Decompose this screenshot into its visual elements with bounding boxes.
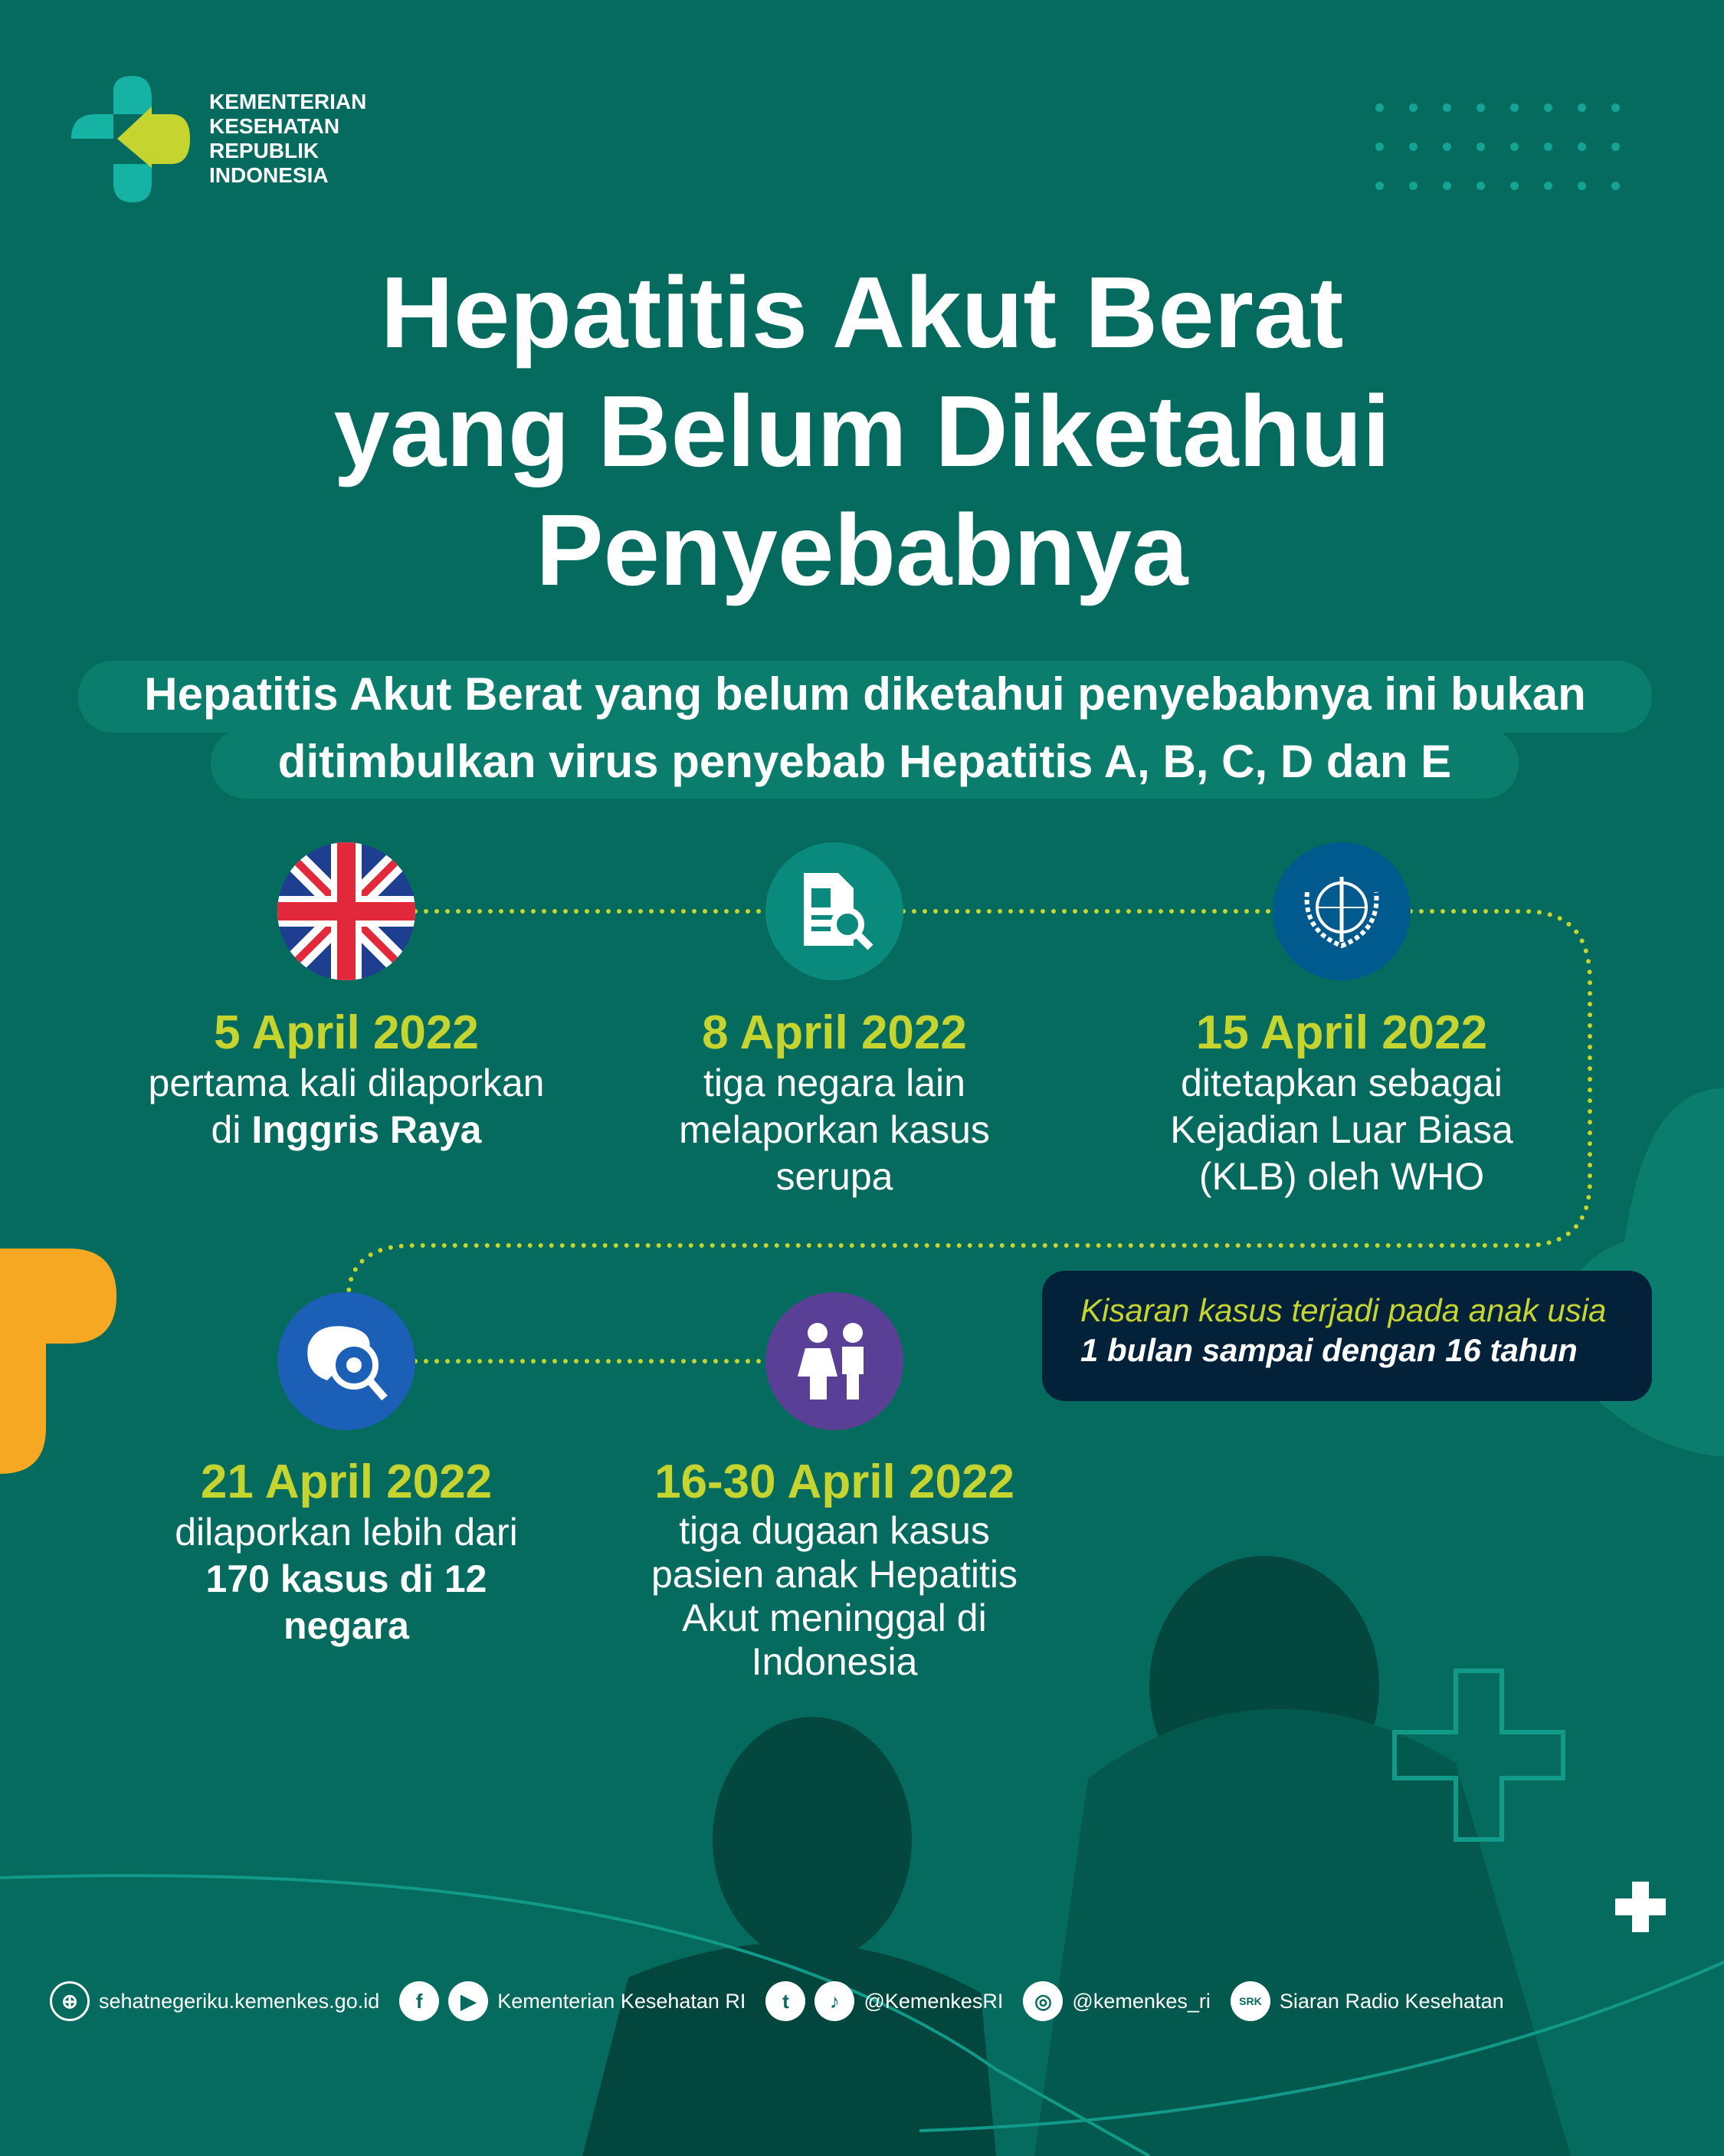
orange-plus-shape xyxy=(0,1249,116,1474)
children-icon xyxy=(765,1292,903,1430)
event-description-bold: 170 kasus di 12 xyxy=(205,1557,487,1600)
who-emblem-icon xyxy=(1273,842,1411,980)
radio-srk-icon[interactable]: SRK xyxy=(1231,1981,1270,2021)
event-description: melaporkan kasus xyxy=(679,1108,990,1151)
timeline-event-4 xyxy=(132,1455,561,1649)
timeline-event-5 xyxy=(620,1455,1049,1684)
logo-line: INDONESIA xyxy=(209,163,329,187)
event-date: 5 April 2022 xyxy=(214,1006,479,1059)
event-description: di xyxy=(211,1108,252,1151)
subtitle-pill-1 xyxy=(78,661,1652,733)
event-description: Akut meninggal di xyxy=(682,1596,987,1639)
timeline-event-1 xyxy=(132,1006,561,1153)
event-date: 15 April 2022 xyxy=(1195,1006,1488,1059)
logo-line: KESEHATAN xyxy=(209,114,340,138)
dot-grid-decoration xyxy=(1375,103,1645,190)
event-description: pertama kali dilaporkan xyxy=(148,1062,545,1104)
event-description: dilaporkan lebih dari xyxy=(175,1511,518,1554)
globe-icon: ⊕ xyxy=(50,1981,90,2021)
facebook-youtube-handle[interactable]: Kementerian Kesehatan RI xyxy=(497,1989,746,2013)
event-description: Kejadian Luar Biasa xyxy=(1170,1108,1513,1151)
tiktok-icon[interactable]: ♪ xyxy=(814,1981,854,2021)
facebook-icon[interactable]: f xyxy=(399,1981,439,2021)
subtitle-line: ditimbulkan virus penyebab Hepatitis A, B, C, D dan E xyxy=(277,736,1452,787)
timeline-event-3 xyxy=(1127,1006,1556,1200)
twitter-icon[interactable]: t xyxy=(765,1981,805,2021)
event-description: serupa xyxy=(775,1155,893,1198)
logo-line: REPUBLIK xyxy=(209,139,320,162)
twitter-tiktok-handle[interactable]: @KemenkesRI xyxy=(864,1989,1004,2013)
event-date: 8 April 2022 xyxy=(702,1006,967,1059)
event-description-bold: negara xyxy=(284,1604,409,1647)
title-line: yang Belum Diketahui xyxy=(333,375,1391,487)
info-line-2: 1 bulan sampai dengan 16 tahun xyxy=(1080,1332,1578,1368)
logo-line: KEMENTERIAN xyxy=(209,90,367,113)
event-description: tiga dugaan kasus xyxy=(679,1509,990,1552)
age-range-info-box xyxy=(1042,1271,1652,1401)
event-description: tiga negara lain xyxy=(703,1062,965,1104)
document-search-icon xyxy=(765,842,903,980)
page-title xyxy=(0,253,1724,609)
kemenkes-logo xyxy=(71,76,194,202)
timeline-event-2 xyxy=(620,1006,1049,1200)
event-date: 16-30 April 2022 xyxy=(654,1455,1014,1508)
event-description-bold: Inggris Raya xyxy=(251,1108,482,1151)
youtube-icon[interactable]: ▶ xyxy=(448,1981,488,2021)
plus-icon xyxy=(1615,1882,1666,1932)
event-description: (KLB) oleh WHO xyxy=(1198,1155,1485,1198)
title-line: Penyebabnya xyxy=(536,494,1188,606)
subtitle-line: Hepatitis Akut Berat yang belum diketahui penyebabnya ini bukan xyxy=(144,668,1586,720)
uk-flag-icon xyxy=(277,842,415,980)
liver-virus-icon xyxy=(277,1292,415,1430)
website-link[interactable]: sehatnegeriku.kemenkes.go.id xyxy=(99,1989,380,2013)
event-description: pasien anak Hepatitis xyxy=(651,1553,1018,1596)
subtitle-pill-2 xyxy=(211,728,1519,799)
event-description: ditetapkan sebagai xyxy=(1181,1062,1503,1104)
title-line: Hepatitis Akut Berat xyxy=(380,256,1344,369)
instagram-handle[interactable]: @kemenkes_ri xyxy=(1072,1989,1211,2013)
instagram-icon[interactable]: ◎ xyxy=(1023,1981,1063,2021)
info-line-1: Kisaran kasus terjadi pada anak usia xyxy=(1080,1292,1607,1328)
event-date: 21 April 2022 xyxy=(200,1455,493,1508)
radio-link[interactable]: Siaran Radio Kesehatan xyxy=(1279,1989,1504,2013)
logo-text xyxy=(209,90,366,188)
event-description: Indonesia xyxy=(751,1640,918,1683)
footer-social-bar xyxy=(50,1981,1504,2021)
